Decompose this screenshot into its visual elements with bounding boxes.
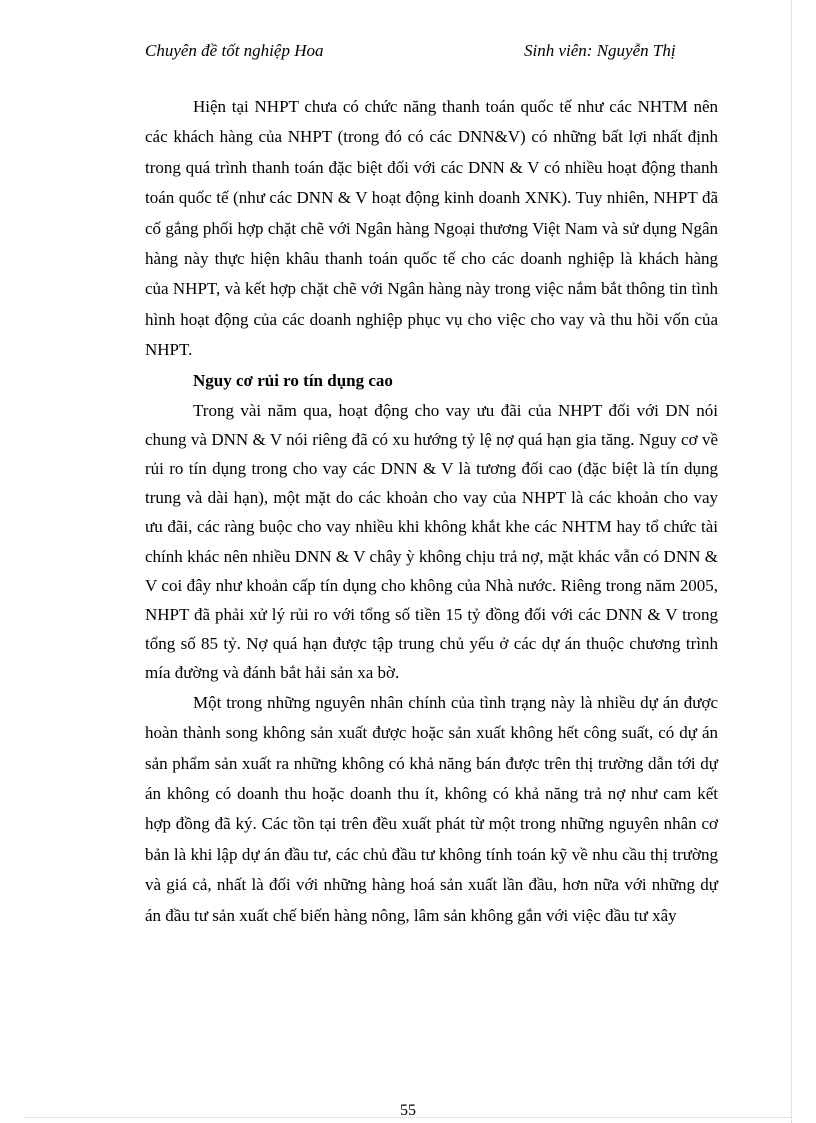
paragraph-international-payment: Hiện tại NHPT chưa có chức năng thanh toán quốc tế như các NHTM nên các khách hàng của NHPT (trong đó có các DNN&V) có những bất lợi nhất định trong quá trình thanh toán đặc biệt đối với các DNN & V có nhiều hoạt động thanh toán quốc tế (như các DNN & V hoạt động kinh doanh XNK). Tuy nhiên, NHPT đã cố gắng phối hợp chặt chẽ với Ngân hàng Ngoại thương Việt Nam và sử dụng Ngân hàng này thực hiện khâu thanh toán quốc tế cho các doanh nghiệp là khách hàng của NHPT, và kết hợp chặt chẽ với Ngân hàng này trong việc nắm bắt thông tin tình hình hoạt động của các doanh nghiệp phục vụ cho việc cho vay và thu hồi vốn của NHPT. [145, 97, 718, 360]
page-border-right [791, 0, 792, 1123]
section-heading-credit-risk: Nguy cơ rủi ro tín dụng cao [193, 370, 393, 390]
header-student-name: Sinh viên: Nguyễn Thị [524, 41, 676, 60]
paragraph-causes: Một trong những nguyên nhân chính của tình trạng này là nhiều dự án được hoàn thành song không sản xuất được hoặc sản xuất không hết công suất, có dự án sản phẩm sản xuất ra những không có khả năng bán được trên thị trường dẫn tới dự án không có doanh thu hoặc doanh thu ít, không có khả năng trả nợ như cam kết hợp đồng đã ký. Các tồn tại trên đều xuất phát từ một trong những nguyên nhân cơ bản là khi lập dự án đầu tư, các chủ đầu tư không tính toán kỹ về nhu cầu thị trường và giá cả, nhất là đối với những hàng hoá sản xuất lần đầu, hơn nữa với những dự án đầu tư sản xuất chế biến hàng nông, lâm sản không gắn với việc đầu tư xây [145, 692, 718, 925]
header-document-title: Chuyên đề tốt nghiệp Hoa [145, 41, 324, 60]
paragraph-credit-risk: Trong vài năm qua, hoạt động cho vay ưu đãi của NHPT đối với DN nói chung và DNN & V nói riêng đã có xu hướng tỷ lệ nợ quá hạn gia tăng. Nguy cơ về rủi ro tín dụng trong cho vay các DNN & V là tương đối cao (đặc biệt là tín dụng trung và dài hạn), một mặt do các khoản cho vay của NHPT là các khoản cho vay ưu đãi, các ràng buộc cho vay nhiều khi không khắt khe các NHTM hay tổ chức tài chính khác nên nhiều DNN & V chây ỳ không chịu trả nợ, mặt khác vẫn có DNN & V coi đây như khoản cấp tín dụng cho không của Nhà nước. Riêng trong năm 2005, NHPT đã phải xử lý rủi ro với tổng số tiền 15 tỷ đồng đối với các DNN & V trong tổng số 85 tỷ. Nợ quá hạn được tập trung chủ yếu ở các dự án thuộc chương trình mía đường và đánh bắt hải sản xa bờ. [145, 400, 718, 683]
page-number: 55 [400, 1102, 416, 1119]
page-body [145, 92, 718, 931]
